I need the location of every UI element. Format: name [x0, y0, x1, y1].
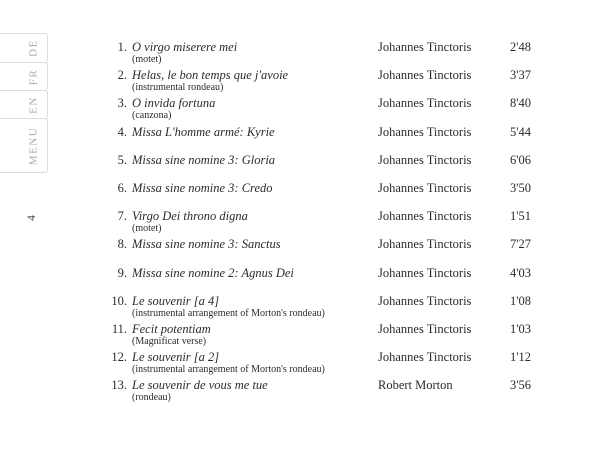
track-row	[70, 125, 531, 153]
track-subtitle: (instrumental arrangement of Morton's rondeau)	[132, 364, 325, 376]
track-composer: Johannes Tinctoris	[378, 180, 472, 195]
track-composer: Johannes Tinctoris	[378, 152, 472, 167]
track-number: 6.	[117, 180, 127, 195]
track-number: 9.	[117, 265, 127, 280]
track-titles	[127, 68, 378, 93]
track-titles	[127, 40, 378, 65]
track-title: O virgo miserere mei	[132, 40, 238, 54]
track-duration: 6'06	[509, 152, 531, 167]
track-titles	[127, 322, 378, 347]
track-row	[70, 350, 531, 378]
track-row	[70, 237, 531, 265]
track-title: Le souvenir [a 2]	[132, 350, 220, 365]
track-duration: 8'40	[509, 96, 531, 111]
menu-tab-menu[interactable]	[0, 118, 48, 173]
track-subtitle: (Magnificat verse)	[132, 335, 207, 347]
track-row	[70, 96, 531, 124]
track-composer: Johannes Tinctoris	[378, 96, 472, 111]
menu-tab-menu-label: MENU	[27, 126, 40, 165]
track-duration: 1'51	[509, 209, 531, 224]
track-titles	[127, 378, 378, 403]
track-row	[70, 294, 531, 322]
language-menu	[0, 33, 48, 173]
track-subtitle: (rondeau)	[132, 392, 171, 404]
track-composer: Johannes Tinctoris	[378, 209, 472, 224]
track-row	[70, 153, 531, 181]
menu-tab-en[interactable]	[0, 90, 48, 119]
track-duration: 4'03	[509, 265, 531, 280]
track-number: 8.	[117, 237, 127, 252]
track-list	[70, 40, 531, 406]
track-composer: Robert Morton	[378, 378, 453, 393]
track-number: 4.	[117, 124, 127, 139]
track-duration: 5'44	[509, 124, 531, 139]
track-titles	[127, 294, 378, 319]
track-titles	[127, 209, 378, 234]
track-composer: Johannes Tinctoris	[378, 321, 472, 336]
track-subtitle: (instrumental arrangement of Morton's rondeau)	[132, 307, 325, 319]
menu-tab-de-label: DE	[27, 39, 40, 57]
track-number: 5.	[117, 152, 127, 167]
track-row	[70, 209, 531, 237]
track-subtitle: (instrumental rondeau)	[132, 82, 224, 94]
track-composer: Johannes Tinctoris	[378, 68, 472, 83]
track-number: 7.	[117, 209, 127, 224]
track-number: 13.	[111, 378, 127, 393]
track-title: Missa sine nomine 3: Gloria	[132, 152, 276, 167]
page-number: 4	[26, 215, 38, 221]
track-duration: 3'37	[509, 68, 531, 83]
track-composer: Johannes Tinctoris	[378, 124, 472, 139]
track-title: Le souvenir de vous me tue	[132, 378, 268, 393]
track-composer: Johannes Tinctoris	[378, 40, 472, 54]
track-number: 3.	[117, 96, 127, 111]
track-duration: 1'03	[509, 321, 531, 336]
track-duration: 3'50	[509, 180, 531, 195]
menu-tab-en-label: EN	[27, 95, 40, 114]
track-title: Le souvenir [a 4]	[132, 293, 220, 308]
track-title: O invida fortuna	[132, 96, 216, 111]
track-row	[70, 68, 531, 96]
track-titles	[127, 181, 378, 195]
track-subtitle: (motet)	[132, 54, 162, 65]
track-title: Fecit potentiam	[132, 321, 211, 336]
track-title: Virgo Dei throno digna	[132, 209, 248, 224]
track-row	[70, 322, 531, 350]
track-number: 12.	[111, 350, 127, 365]
track-subtitle: (motet)	[132, 223, 162, 235]
track-row	[70, 378, 531, 406]
track-title: Missa sine nomine 3: Sanctus	[132, 237, 281, 252]
track-titles	[127, 96, 378, 121]
track-composer: Johannes Tinctoris	[378, 265, 472, 280]
track-number: 11.	[111, 321, 127, 336]
track-number: 2.	[117, 68, 127, 83]
track-titles	[127, 125, 378, 139]
track-row	[70, 181, 531, 209]
menu-tab-fr[interactable]	[0, 62, 48, 91]
track-duration: 1'12	[509, 350, 531, 365]
track-title: Missa sine nomine 2: Agnus Dei	[132, 265, 294, 280]
track-title: Missa sine nomine 3: Credo	[132, 180, 273, 195]
track-number: 1.	[117, 40, 127, 54]
track-duration: 2'48	[509, 40, 531, 54]
track-duration: 3'56	[509, 378, 531, 393]
track-titles	[127, 266, 378, 280]
track-titles	[127, 153, 378, 167]
track-row	[70, 40, 531, 68]
track-duration: 1'08	[509, 293, 531, 308]
track-composer: Johannes Tinctoris	[378, 350, 472, 365]
menu-tab-fr-label: FR	[27, 68, 40, 85]
track-titles	[127, 237, 378, 251]
track-titles	[127, 350, 378, 375]
track-subtitle: (canzona)	[132, 110, 172, 122]
track-duration: 7'27	[509, 237, 531, 252]
track-composer: Johannes Tinctoris	[378, 293, 472, 308]
track-composer: Johannes Tinctoris	[378, 237, 472, 252]
menu-tab-de[interactable]	[0, 33, 48, 63]
track-row	[70, 266, 531, 294]
track-number: 10.	[111, 293, 127, 308]
track-title: Missa L'homme armé: Kyrie	[132, 124, 275, 139]
track-title: Helas, le bon temps que j'avoie	[132, 68, 289, 83]
